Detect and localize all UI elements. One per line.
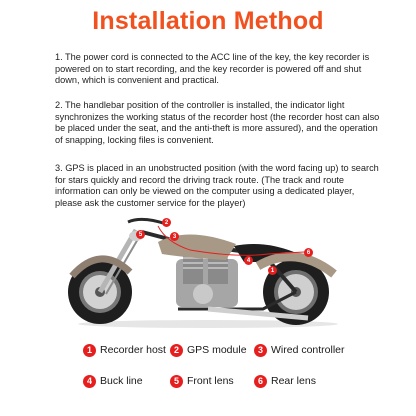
legend-label: Recorder host (100, 344, 166, 356)
legend-item-wired-controller (254, 342, 345, 358)
legend-badge: 6 (254, 375, 267, 388)
legend-item-rear-lens (254, 373, 316, 389)
marker-3: 3 (170, 232, 179, 241)
legend-badge: 4 (83, 375, 96, 388)
legend-badge: 1 (83, 344, 96, 357)
legend-badge: 2 (170, 344, 183, 357)
marker-1: 1 (268, 266, 277, 275)
page-title: Installation Method (92, 7, 324, 35)
marker-5: 5 (136, 230, 145, 239)
legend-item-recorder-host (83, 342, 166, 358)
legend-badge: 5 (170, 375, 183, 388)
marker-4: 4 (244, 256, 253, 265)
legend-label: GPS module (187, 344, 247, 356)
legend-label: Rear lens (271, 375, 316, 387)
legend-label: Buck line (100, 375, 143, 387)
handlebar (128, 219, 166, 224)
marker-6: 6 (304, 248, 313, 257)
legend-item-buck-line (83, 373, 143, 389)
legend-label: Wired controller (271, 344, 345, 356)
motorcycle-illustration (58, 214, 358, 328)
instruction-step-3: 3. GPS is placed in an unobstructed position (with the word facing up) to search for stars quickly and record the driving track route. (The track and route information can only be viewed on the computer using a dedicated player, please ask the customer service for the player) (55, 163, 379, 208)
legend-item-front-lens (170, 373, 234, 389)
motorcycle-drawing (58, 214, 358, 328)
instruction-step-1: 1. The power cord is connected to the ACC line of the key, the key recorder is powered on to start recording, and the key recorder is powered off and shut down, which is convenient and practical. (55, 52, 370, 86)
legend-label: Front lens (187, 375, 234, 387)
legend-badge: 3 (254, 344, 267, 357)
instruction-step-2: 2. The handlebar position of the controller is installed, the indicator light synchronizes the working status of the recorder host (the recorder host can also be placed under the seat, and the anti-theft is more assured), and the operation of snapping, locking files is convenient. (55, 100, 380, 145)
engine (176, 254, 238, 307)
marker-2: 2 (162, 218, 171, 227)
legend-item-gps-module (170, 342, 247, 358)
